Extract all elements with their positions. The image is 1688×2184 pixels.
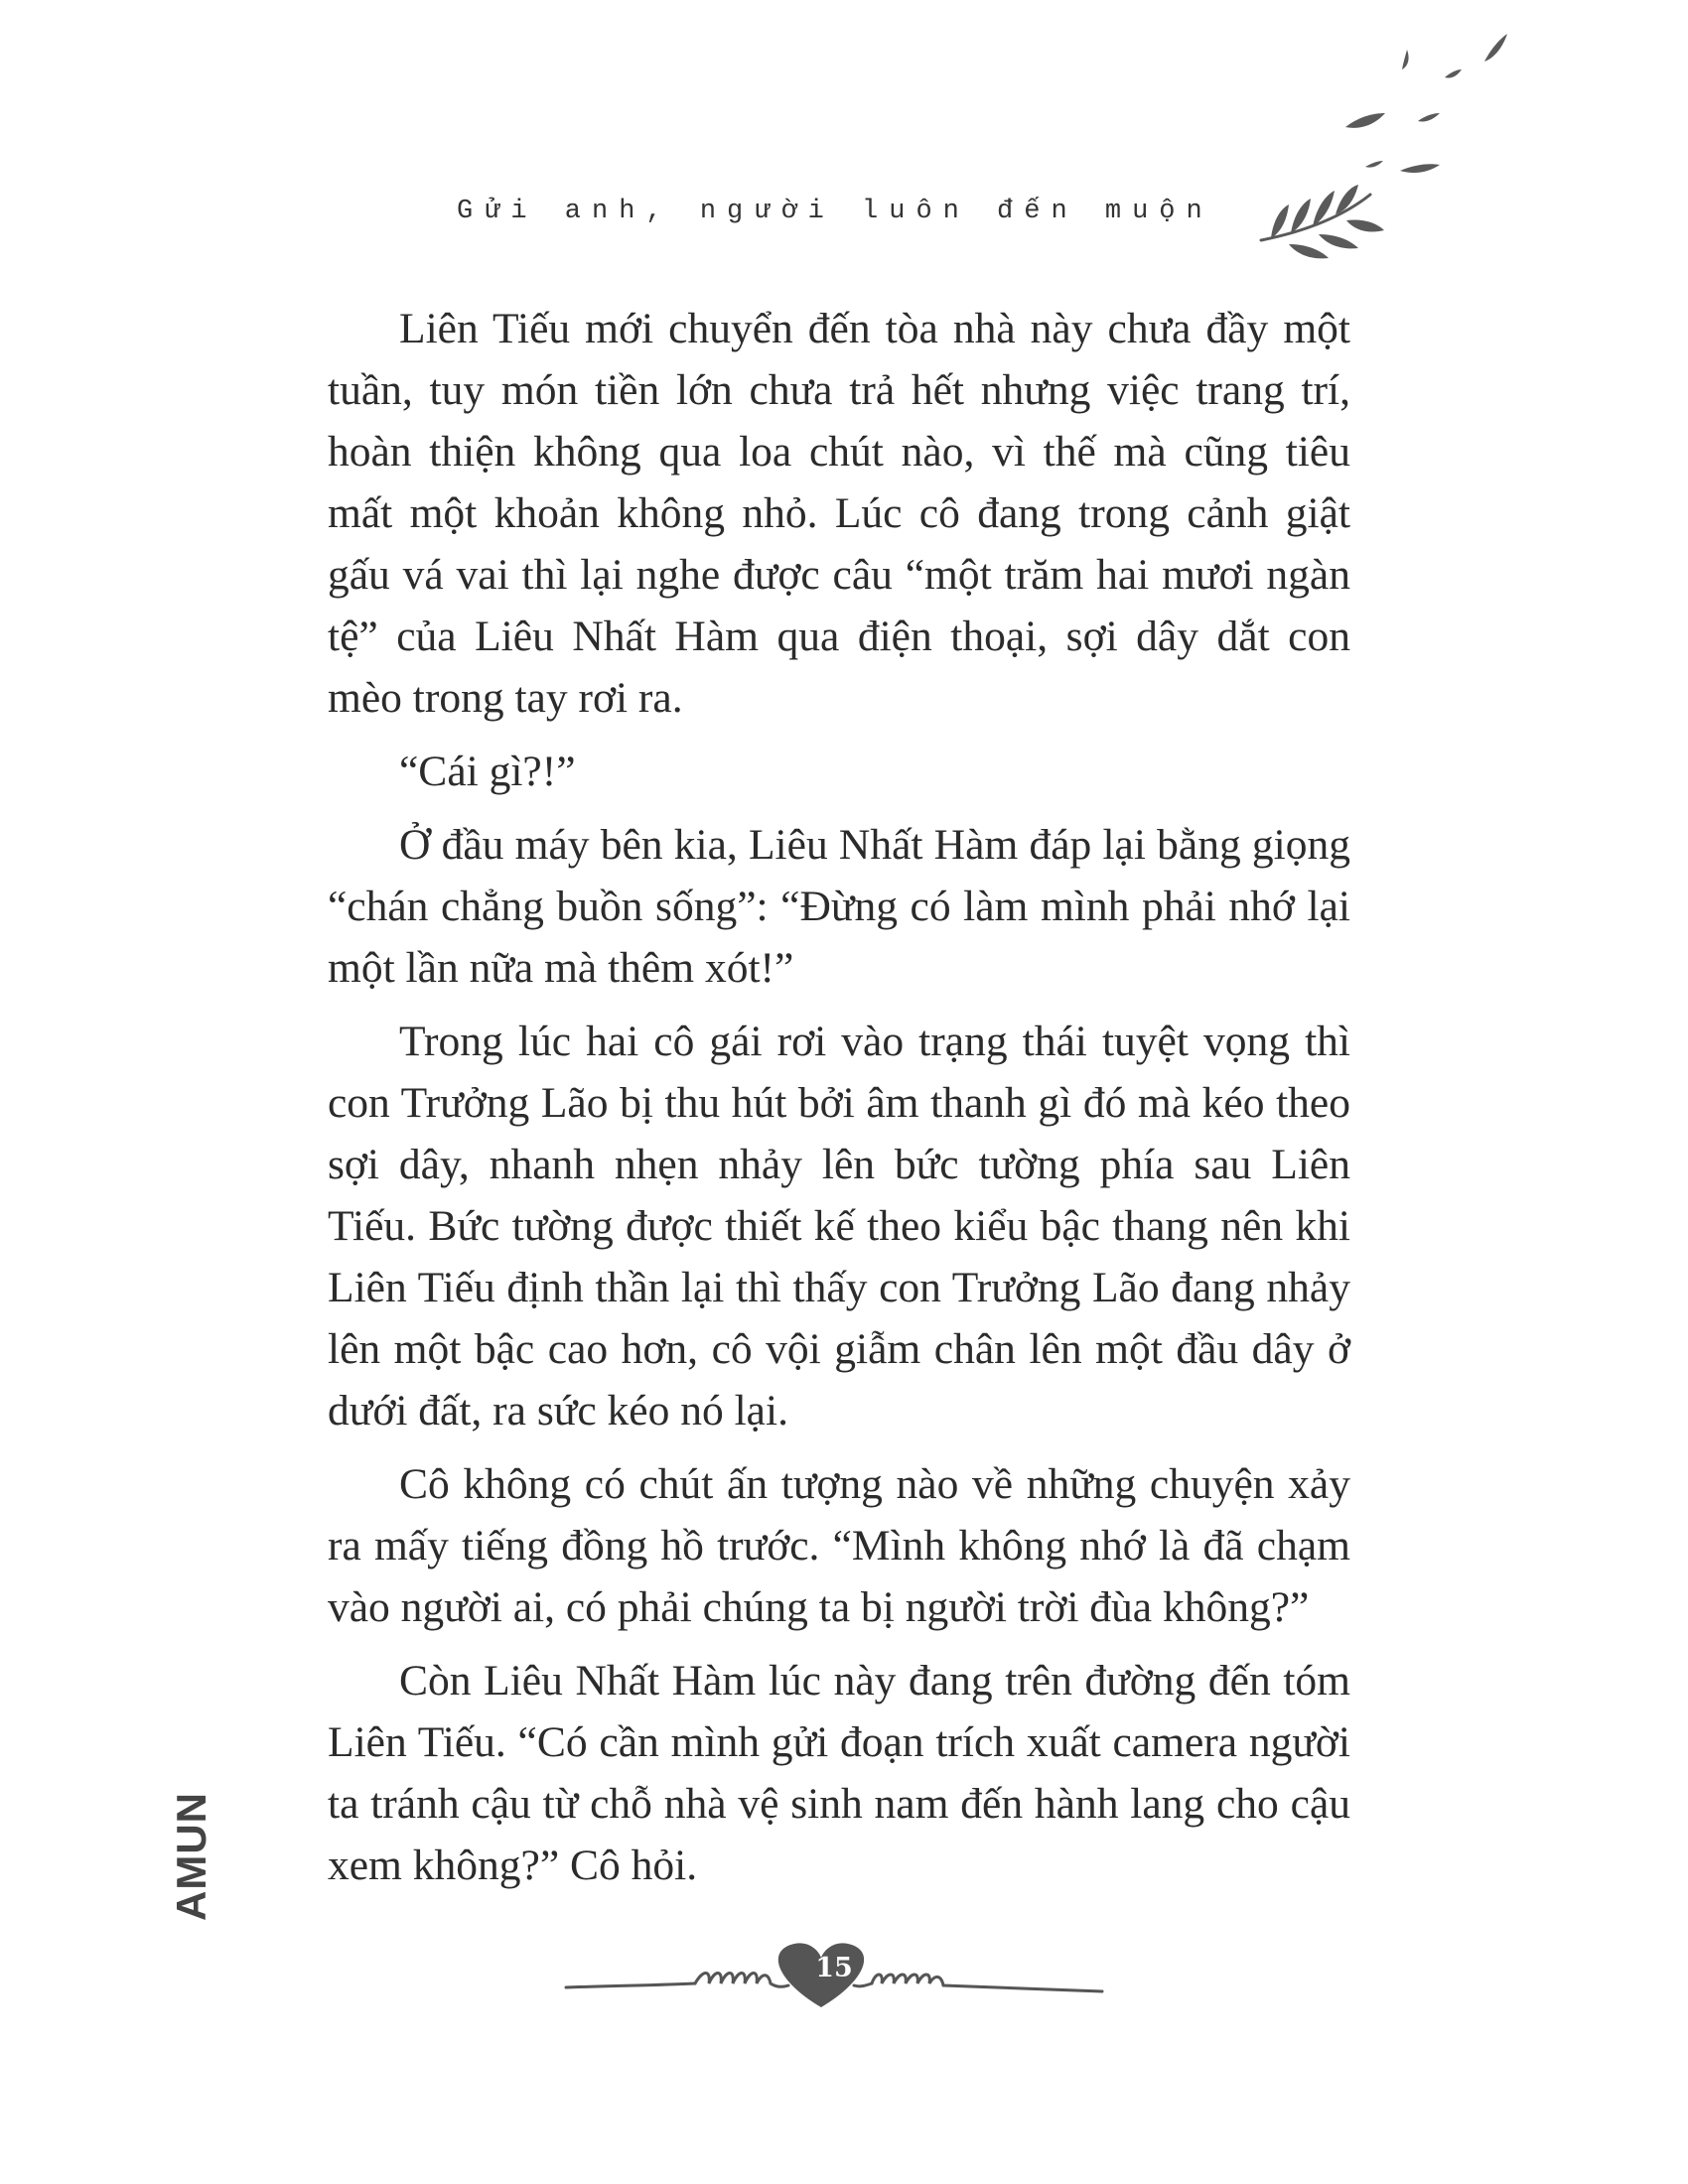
running-header: Gửi anh, người luôn đến muộn	[457, 197, 1213, 226]
body-text	[328, 298, 1350, 1908]
paragraph: Trong lúc hai cô gái rơi vào trạng thái tuyệt vọng thì con Trưởng Lão bị thu hút bởi âm thanh gì đó mà kéo theo sợi dây, nhanh nhẹn nhảy lên bức tường phía sau Liên Tiếu. Bức tường được thiết kế theo kiểu bậc thang nên khi Liên Tiếu định thần lại thì thấy con Trưởng Lão đang nhảy lên một bậc cao hơn, cô vội giẫm chân lên một đầu dây ở dưới đất, ra sức kéo nó lại.	[328, 1018, 1350, 1434]
page-number: 15	[815, 1953, 853, 1983]
paragraph: Còn Liêu Nhất Hàm lúc này đang trên đường đến tóm Liên Tiếu. “Có cần mình gửi đoạn trích xuất camera người ta tránh cậu từ chỗ nhà vệ sinh nam đến hành lang cho cậu xem không?” Cô hỏi.	[328, 1657, 1350, 1889]
leaves-decoration-icon	[1192, 10, 1549, 268]
paragraph: “Cái gì?!”	[399, 748, 576, 795]
paragraph: Ở đầu máy bên kia, Liêu Nhất Hàm đáp lại bằng giọng “chán chẳng buồn sống”: “Đừng có làm mình phải nhớ lại một lần nữa mà thêm xót!”	[328, 821, 1350, 992]
publisher-logo: AMUN	[168, 1792, 214, 1921]
paragraph: Cô không có chút ấn tượng nào về những chuyện xảy ra mấy tiếng đồng hồ trước. “Mình không nhớ là đã chạm vào người ai, có phải chúng ta bị người trời đùa không?”	[328, 1460, 1350, 1631]
paragraph: Liên Tiếu mới chuyển đến tòa nhà này chưa đầy một tuần, tuy món tiền lớn chưa trả hết nhưng việc trang trí, hoàn thiện không qua loa chút nào, vì thế mà cũng tiêu mất một khoản không nhỏ. Lúc cô đang trong cảnh giật gấu vá vai thì lại nghe được câu “một trăm hai mươi ngàn tệ” của Liêu Nhất Hàm qua điện thoại, sợi dây dắt con mèo trong tay rơi ra.	[328, 305, 1350, 722]
